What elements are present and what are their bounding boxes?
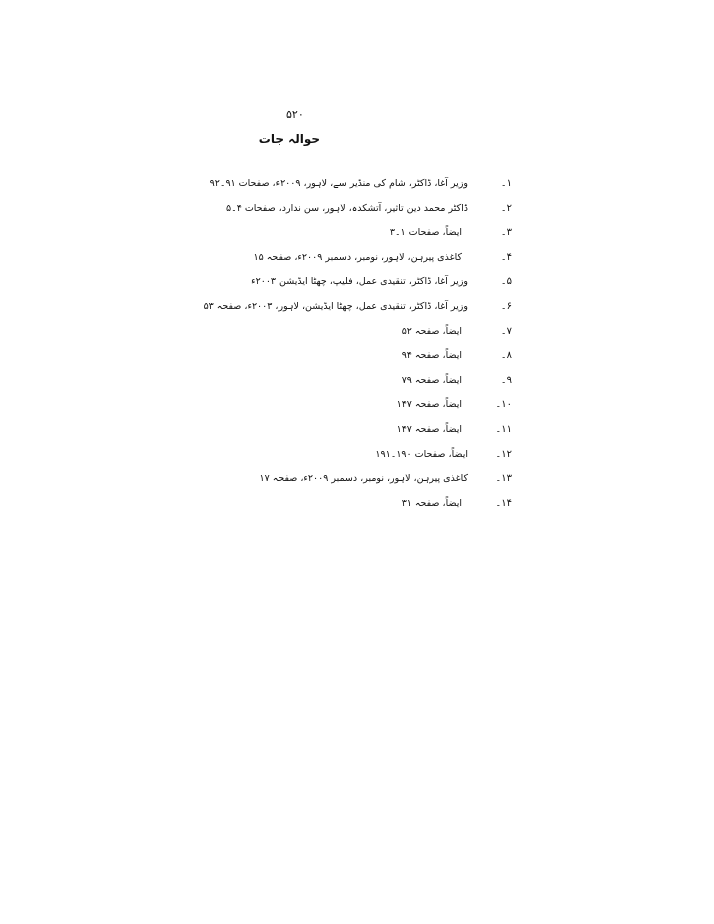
reference-number: ۱۲۔ bbox=[495, 448, 512, 460]
reference-item bbox=[240, 227, 512, 252]
reference-number: ۱۔ bbox=[500, 178, 512, 189]
reference-text: ایضاً، صفحات ۱۹۰۔۱۹۱ bbox=[375, 448, 468, 460]
reference-item bbox=[226, 202, 512, 228]
reference-item bbox=[240, 449, 512, 474]
reference-text: ایضاً، صفحہ ۳۱ bbox=[401, 497, 462, 509]
reference-text: ایضاً، صفحہ ۱۴۷ bbox=[396, 399, 462, 411]
references-heading: حوالہ جات bbox=[258, 132, 320, 146]
reference-number: ۶۔ bbox=[500, 300, 512, 312]
reference-number: ۸۔ bbox=[500, 350, 512, 362]
reference-item bbox=[240, 473, 512, 498]
reference-item bbox=[240, 399, 512, 424]
reference-item bbox=[240, 424, 512, 449]
reference-text: وزیر آغا، ڈاکٹر، شام کی منڈیر سے، لاہور، ۲۰۰۹ء، صفحات ۹۱۔۹۲ bbox=[209, 178, 468, 189]
reference-text: ایضاً، صفحات ۱۔۳ bbox=[389, 227, 462, 239]
reference-number: ۷۔ bbox=[500, 325, 512, 337]
reference-text: ایضاً، صفحہ ۹۴ bbox=[401, 350, 462, 362]
reference-list bbox=[203, 178, 512, 522]
page-number: ۵۲۰ bbox=[286, 108, 304, 121]
reference-number: ۳۔ bbox=[500, 227, 512, 239]
reference-text: ایضاً، صفحہ ۵۲ bbox=[401, 325, 462, 337]
reference-number: ۱۰۔ bbox=[495, 399, 512, 411]
reference-item bbox=[240, 326, 512, 351]
reference-number: ۲۔ bbox=[500, 202, 512, 214]
reference-number: ۱۳۔ bbox=[495, 473, 512, 485]
reference-number: ۱۱۔ bbox=[495, 423, 512, 435]
reference-item bbox=[209, 178, 512, 203]
reference-number: ۱۴۔ bbox=[495, 497, 512, 509]
reference-item bbox=[203, 300, 512, 326]
reference-item bbox=[240, 276, 512, 301]
reference-text: وزیر آغا، ڈاکٹر، تنقیدی عمل، فلیپ، چھٹا ایڈیشن ۲۰۰۳ء bbox=[251, 276, 468, 288]
reference-text: کاغذی پیرہن، لاہور، نومبر، دسمبر ۲۰۰۹ء، صفحہ ۱۵ bbox=[253, 251, 462, 263]
reference-item bbox=[240, 252, 512, 277]
reference-number: ۴۔ bbox=[500, 251, 512, 263]
reference-number: ۹۔ bbox=[500, 374, 512, 386]
reference-text: وزیر آغا، ڈاکٹر، تنقیدی عمل، چھٹا ایڈیشن، لاہور، ۲۰۰۳ء، صفحہ ۵۳ bbox=[203, 300, 468, 312]
reference-text: ایضاً، صفحہ ۱۴۷ bbox=[396, 423, 462, 435]
reference-text: ڈاکٹر محمد دین تاثیر، آتشکدہ، لاہور، سن ندارد، صفحات ۴۔۵ bbox=[226, 202, 468, 214]
reference-text: کاغذی پیرہن، لاہور، نومبر، دسمبر ۲۰۰۹ء، صفحہ ۱۷ bbox=[259, 473, 468, 485]
reference-item bbox=[240, 350, 512, 375]
reference-item bbox=[240, 498, 512, 523]
reference-text: ایضاً، صفحہ ۷۹ bbox=[401, 374, 462, 386]
reference-number: ۵۔ bbox=[500, 276, 512, 288]
reference-item bbox=[240, 375, 512, 400]
